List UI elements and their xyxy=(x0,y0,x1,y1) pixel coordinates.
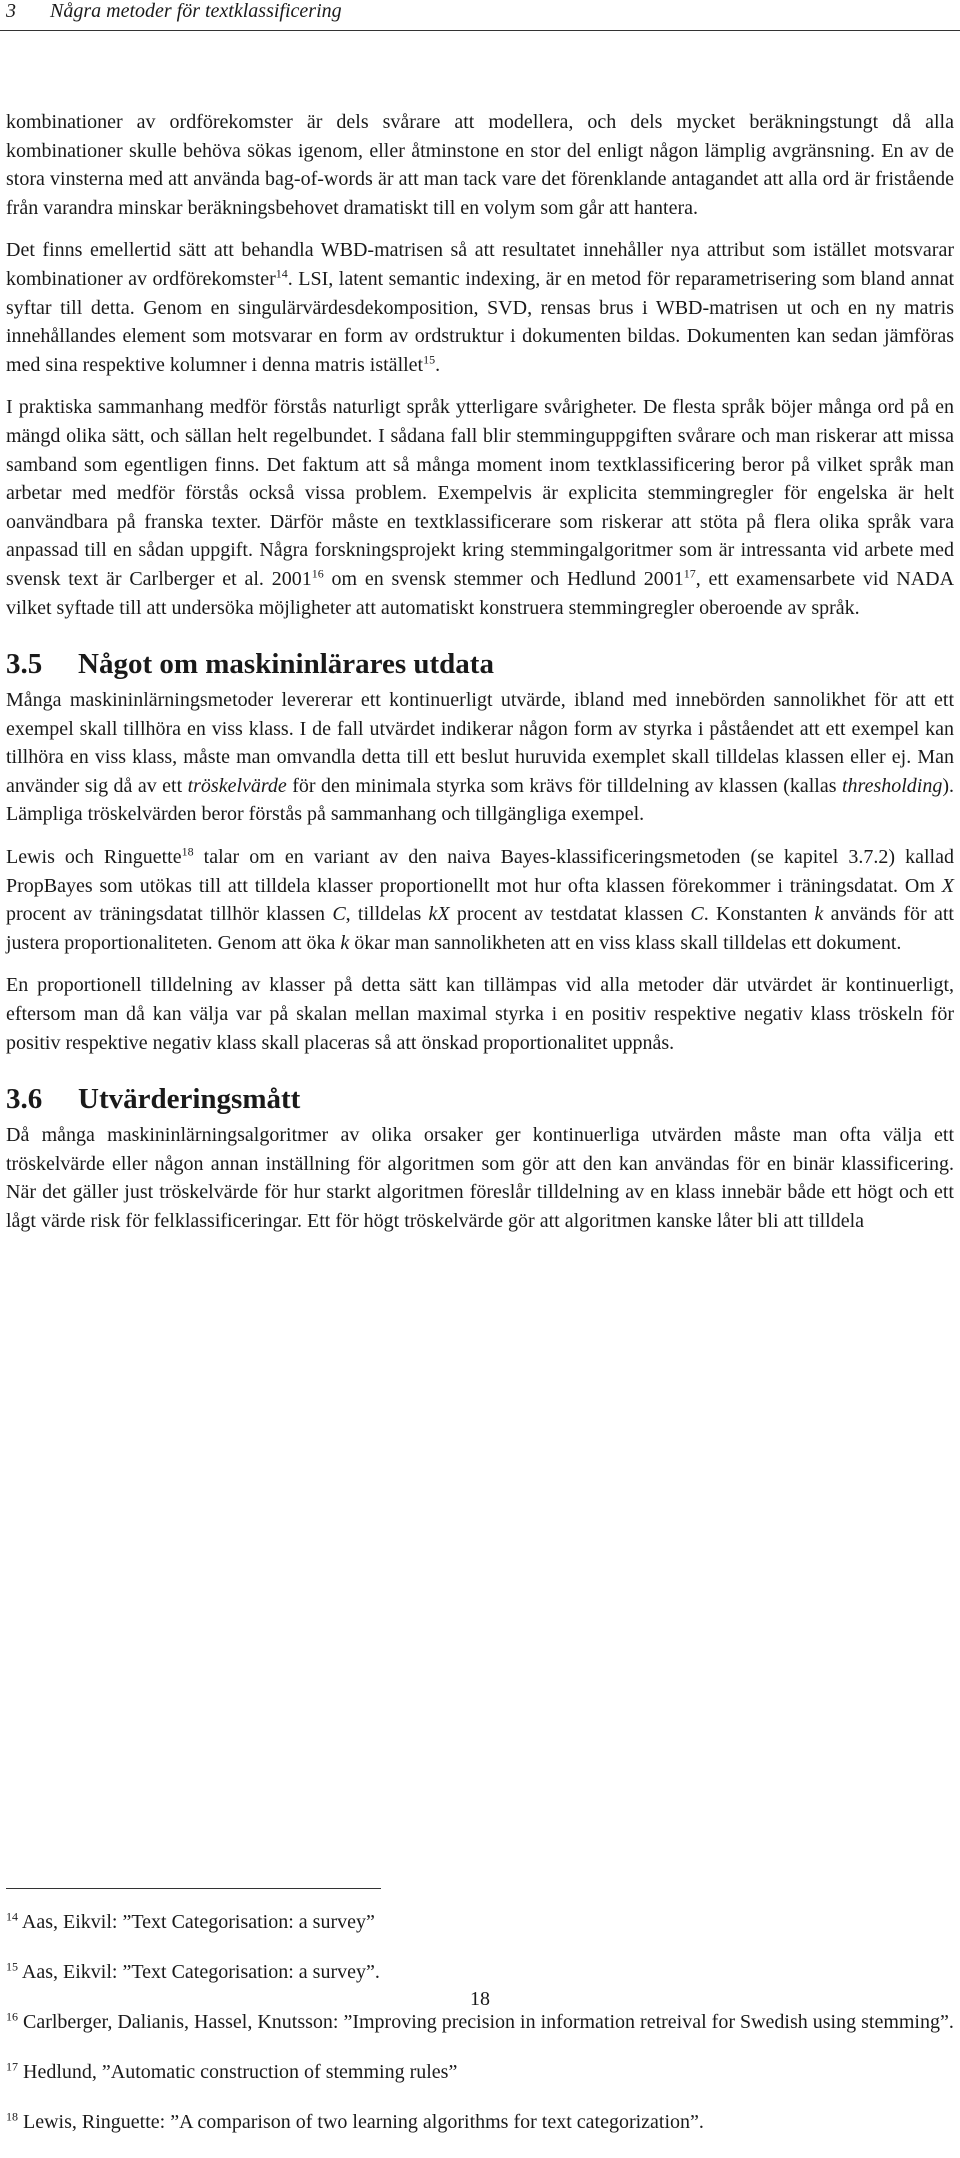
section-heading-3-6 xyxy=(6,1081,954,1117)
emphasis: thresholding xyxy=(841,774,943,797)
footnote: $^{18}$ Lewis, Ringuette: ”A comparison of two learning algorithms for text categorization”. xyxy=(6,2109,704,2133)
paragraph: En proportionell tilldelning av klasser på detta sätt kan tillämpas vid alla metoder där utvärdet är kontinuerligt, eftersom man då kan välja var på skalan mellan maximal styrka i en positiv respektive negativ klass tröskeln för positiv respektive negativ klass skall placeras så att önskad proportionalitet uppnås. xyxy=(6,974,954,1054)
chapter-number: 3 xyxy=(6,0,16,22)
section-number: 3.5 xyxy=(6,648,43,681)
footnote-number: 14 xyxy=(6,1909,18,1924)
paragraph: Många maskininlärningsmetoder levererar ett kontinuerligt utvärde, ibland med innebörden sannolikhet för att ett exempel skall tillhöra en viss klass. I de fall utvärdet indikerar någon form av styrka i påståendet att ett exempel kan tillhöra en viss klass, måste man omvandla detta till ett beslut huruvida exemplet skall tilldelas klassen eller ej. Man använder sig då av ett tröskelvärde för den minimala styrka som krävs för tilldelning av klassen (kallas thresholding). Lämpliga tröskelvärden beror förstås på sammanhang och tillgängliga exempel. xyxy=(6,689,955,826)
footnote: $^{17}$ Hedlund, ”Automatic construction of stemming rules” xyxy=(6,2059,458,2083)
paragraph: Lewis och Ringuette$^{18}$ talar om en variant av den naiva Bayes-klassificeringsmetoden (se kapitel 3.7.2) kallad PropBayes som utökas till att tilldela klasser proportionellt mot hur ofta klassen förekommer i träningsdatat. Om X procent av träningsdatat tillhör klassen C, tilldelas kX procent av testdatat klassen C. Konstanten k används för att justera proportionaliteten. Genom att öka k ökar man sannolikheten att en viss klass skall tilldelas ett dokument. xyxy=(6,844,954,954)
footnote: $^{16}$ Carlberger, Dalianis, Hassel, Knutsson: ”Improving precision in information retreival for Swedish using stemming”. xyxy=(6,2009,954,2033)
footnote-ref[interactable]: 18 xyxy=(181,844,194,859)
paragraph: Det finns emellertid sätt att behandla WBD-matrisen så att resultatet innehåller nya attribut som istället motsvarar kombinationer av ordförekomster$^{14}$. LSI, latent semantic indexing, är en metod för reparametrisering som bland annat syftar till detta. Genom en singulärvärdesdekomposition, SVD, rensas brus i WBD-matrisen ut och en ny matris innehållandes element som motsvarar en form av ordstruktur i dokumenten bildas. Dokumenten kan sedan jämföras med sina respektive kolumner i denna matris istället$^{15}$. xyxy=(6,239,955,376)
footnote: $^{15}$ Aas, Eikvil: ”Text Categorisation: a survey”. xyxy=(6,1959,380,1983)
section-title: Något om maskininlärares utdata xyxy=(78,648,494,681)
paragraph: Då många maskininlärningsalgoritmer av olika orsaker ger kontinuerliga utvärden måste man ofta välja ett tröskelvärde eller någon annan inställning för algoritmen som gör att den kan användas för en binär klassificering. När det gäller just tröskelvärde för hur starkt algoritmen föreslår tilldelning av en klass innebär både ett högt och ett lågt värde risk för felklassificeringar. Ett för högt tröskelvärde gör att algoritmen kanske låter bli att tilldela xyxy=(6,1124,954,1232)
footnote-number: 15 xyxy=(6,1959,18,1974)
section-number: 3.6 xyxy=(6,1083,43,1116)
math-var: C xyxy=(332,903,346,926)
section-heading-3-5 xyxy=(6,646,954,682)
page-number: 18 xyxy=(470,1988,490,2010)
footnote-ref[interactable]: 15 xyxy=(423,352,436,367)
main-text xyxy=(6,108,954,1250)
footnote: $^{14}$ Aas, Eikvil: ”Text Categorisation: a survey” xyxy=(6,1909,375,1933)
math-var: k xyxy=(340,931,350,954)
footnote-ref[interactable]: 17 xyxy=(683,566,696,581)
footnotes xyxy=(6,1908,954,2158)
paragraph: I praktiska sammanhang medför förstås naturligt språk ytterligare svårigheter. De flesta språk böjer många ord på en mängd olika sätt, och sällan helt regelbundet. I sådana fall blir stemminguppgiften svårare och man riskerar att missa samband som egentligen finns. Det faktum att så många moment inom textklassificering beror på vilket språk man arbetar med medför förstås också vissa problem. Exempelvis är explicita stemmingregler för engelska är helt oanvändbara på franska texter. Därför måste en textklassificerare som riskerar att stöta på flera olika språk vara anpassad till en sådan uppgift. Några forskningsprojekt kring stemmingalgoritmer som är intressanta vid arbete med svensk text är Carlberger et al. 2001$^{16}$ om en svensk stemmer och Hedlund 2001$^{17}$, ett examensarbete vid NADA vilket syftade till att undersöka möjligheter att automatiskt konstruera stemmingregler oberoende av språk. xyxy=(6,396,955,619)
header-rule xyxy=(0,30,960,31)
chapter-title: Några metoder för textklassificering xyxy=(50,0,342,22)
footnote-rule xyxy=(6,1888,381,1889)
footnote-ref[interactable]: 16 xyxy=(311,566,324,581)
math-var: kX xyxy=(428,903,450,926)
section-title: Utvärderingsmått xyxy=(78,1083,301,1116)
footnote-number: 18 xyxy=(6,2109,18,2124)
math-var: X xyxy=(941,874,954,897)
paragraph: kombinationer av ordförekomster är dels svårare att modellera, och dels mycket beräkningstungt då alla kombinationer skulle behöva sökas igenom, eller åtminstone en stor del enligt någon lämplig avgränsning. En av de stora vinsterna med att använda bag-of-words är att man tack vare det förenklande antagandet att alla ord är fristående från varandra minskar beräkningsbehovet dramatiskt till en volym som går att hantera. xyxy=(6,111,954,219)
footnote-ref[interactable]: 14 xyxy=(275,266,288,281)
footnote-number: 16 xyxy=(6,2009,18,2024)
math-var: C xyxy=(690,903,704,926)
footnote-number: 17 xyxy=(6,2059,18,2074)
emphasis: tröskelvärde xyxy=(187,774,287,797)
math-var: k xyxy=(814,903,824,926)
running-header xyxy=(0,0,960,28)
